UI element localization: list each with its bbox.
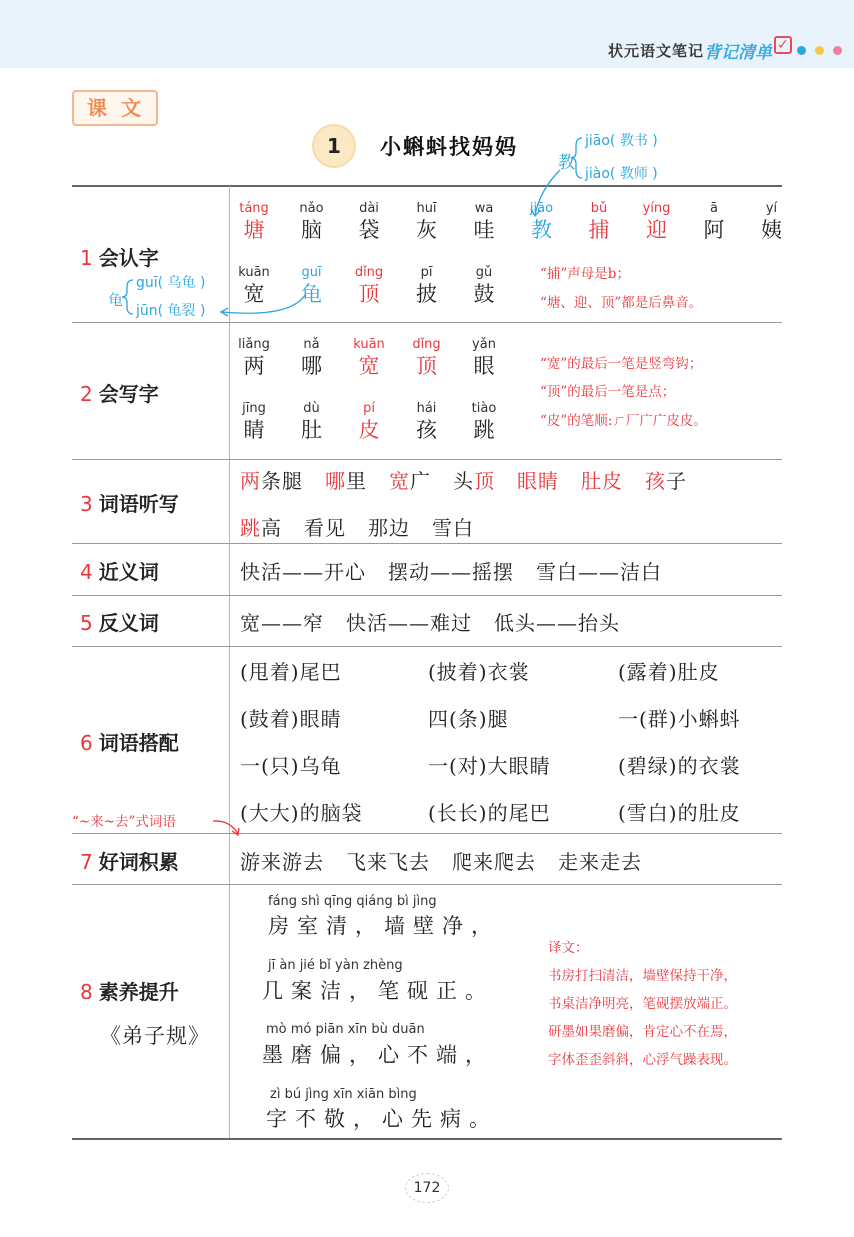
poem-line-2: 几案洁，笔砚正。 (262, 979, 494, 1003)
poem-pinyin-2: jī àn jié bǐ yàn zhèng (268, 958, 403, 973)
poem-line-3: 墨磨偏，心不端， (262, 1043, 494, 1067)
hanzi: 迎 (646, 218, 667, 242)
poem-line-4: 字不敬，心先病。 (266, 1107, 498, 1131)
hanzi: 两 (243, 354, 265, 378)
collocation-4-2: (长长)的尾巴 (428, 801, 551, 825)
hanzi: 脑 (301, 218, 322, 242)
check-icon: ✓ (774, 36, 792, 54)
pinyin: pí (363, 401, 375, 416)
collocation-1-1: (甩着)尾巴 (240, 660, 342, 684)
row1-note-1: “捕”声母是b； (540, 266, 630, 282)
polyphone-gui-reading-1: guī( 乌龟 ) (136, 275, 206, 291)
pinyin: hái (416, 401, 437, 416)
row-label-4: 4 近义词 (80, 560, 159, 584)
collocation-1-2: (披着)衣裳 (428, 660, 530, 684)
row-label-5: 5 反义词 (80, 611, 159, 635)
row1-note-2: “塘、迎、顶”都是后鼻音。 (540, 295, 703, 311)
hanzi: 皮 (358, 418, 380, 442)
collocation-4-1: (大大)的脑袋 (240, 801, 363, 825)
polyphone-gui-char: 龟 (108, 291, 124, 309)
hanzi: 哇 (473, 218, 495, 242)
row5-content: 宽——窄 快活——难过 低头——抬头 (240, 611, 620, 635)
pinyin: pī (420, 265, 433, 280)
arrow-note-head-icon (232, 828, 239, 835)
collocation-3-2: 一(对)大眼睛 (428, 754, 551, 778)
pinyin: tiào (471, 401, 497, 416)
row-label-6: 6 词语搭配 (80, 731, 179, 755)
hanzi: 龟 (301, 282, 322, 306)
row-label-8: 8 素养提升 (80, 980, 179, 1004)
pinyin: jīng (242, 401, 266, 416)
polyphone-jiao-reading-2: jiào( 教师 ) (585, 166, 658, 182)
hanzi: 姨 (761, 218, 782, 242)
pinyin: huī (416, 201, 437, 216)
row8-sublabel: 《弟子规》 (100, 1024, 210, 1048)
pinyin: gǔ (475, 265, 493, 280)
pinyin: liǎng (238, 337, 270, 352)
row-label-2: 2 会写字 (80, 382, 159, 406)
pinyin: yǎn (472, 337, 496, 352)
hanzi: 睛 (243, 418, 265, 442)
pinyin: kuān (238, 265, 270, 280)
row-label-7: 7 好词积累 (80, 850, 179, 874)
pinyin: dǐng (354, 265, 384, 280)
hanzi: 教 (531, 218, 552, 242)
pinyin: jiāo (529, 201, 554, 216)
hanzi: 肚 (301, 418, 322, 442)
collocation-2-1: (鼓着)眼睛 (240, 707, 342, 731)
arrow-gui-icon (222, 295, 305, 313)
hanzi: 披 (416, 282, 437, 306)
lesson-number: 1 (312, 124, 356, 168)
poem-line-1: 房室清，墙壁净， (268, 914, 500, 938)
page-number: 172 (405, 1173, 449, 1203)
translation-line-1: 书房打扫清洁，墙壁保持干净， (548, 968, 737, 984)
translation-line-2: 书桌洁净明亮，笔砚摆放端正。 (548, 996, 737, 1012)
hanzi: 顶 (416, 354, 437, 378)
poem-pinyin-1: fáng shì qīng qiáng bì jìng (268, 894, 437, 909)
row2-note-1: “宽”的最后一笔是竖弯钩； (540, 356, 703, 372)
hanzi: 捕 (588, 218, 610, 242)
pinyin: nǎo (299, 201, 324, 216)
brand-name: 状元语文笔记 (607, 42, 704, 60)
pinyin: wa (474, 201, 494, 216)
pinyin: ā (710, 201, 718, 216)
lesson-title: 小蝌蚪找妈妈 (380, 135, 518, 159)
collocation-3-3: (碧绿)的衣裳 (618, 754, 741, 778)
collocation-1-3: (露着)肚皮 (618, 660, 720, 684)
hanzi: 鼓 (473, 282, 495, 306)
row4-content: 快活——开心 摆动——摇摆 雪白——洁白 (240, 560, 662, 584)
translation-title: 译文： (548, 940, 589, 956)
polyphone-gui-reading-2: jūn( 龟裂 ) (136, 303, 206, 319)
brand-subtitle: 背记清单 (704, 43, 772, 63)
pinyin: bǔ (590, 201, 608, 216)
row7-note: “~来~去”式词语 (72, 814, 176, 830)
pinyin: dǐng (412, 337, 441, 352)
pinyin: nǎ (303, 337, 320, 352)
pinyin: guī (301, 265, 322, 280)
brace-jiao-icon (571, 138, 582, 178)
pinyin: dài (359, 201, 379, 216)
hanzi: 塘 (243, 218, 265, 242)
pinyin: táng (239, 201, 269, 216)
hanzi: 宽 (358, 354, 380, 378)
polyphone-jiao-char: 教 (558, 153, 575, 173)
hanzi: 哪 (301, 354, 322, 378)
hanzi: 宽 (243, 282, 265, 306)
polyphone-jiao-reading-1: jiāo( 教书 ) (585, 133, 658, 149)
arrow-jiao-icon (535, 170, 560, 215)
collocation-2-3: 一(群)小蝌蚪 (618, 707, 741, 731)
section-tag: 课文 (72, 90, 158, 126)
row7-content: 游来游去 飞来飞去 爬来爬去 走来走去 (240, 850, 642, 874)
poem-pinyin-4: zì bú jìng xīn xiān bìng (270, 1087, 417, 1102)
hanzi: 孩 (416, 418, 437, 442)
hanzi: 阿 (703, 218, 725, 242)
pinyin: dù (303, 401, 320, 416)
brace-gui-icon (122, 280, 133, 314)
hanzi: 袋 (358, 218, 380, 242)
row2-note-3: “皮”的笔顺:ㄏ厂广广皮皮。 (540, 413, 707, 429)
translation-line-4: 字体歪歪斜斜，心浮气躁表现。 (548, 1052, 737, 1068)
translation-line-3: 研墨如果磨偏，肯定心不在焉， (548, 1024, 737, 1040)
row3-line1: 两条腿 哪里 宽广 头顶 眼睛 肚皮 孩子 (240, 469, 687, 493)
row-label-3: 3 词语听写 (80, 492, 179, 516)
row2-note-2: “顶”的最后一笔是点； (540, 384, 676, 400)
hanzi: 跳 (473, 418, 495, 442)
pinyin: yí (765, 201, 778, 216)
poem-pinyin-3: mò mó piān xīn bù duān (266, 1022, 425, 1037)
row3-line2: 跳高 看见 那边 雪白 (240, 516, 474, 540)
hanzi: 灰 (416, 218, 437, 242)
pinyin: yíng (642, 201, 671, 216)
collocation-2-2: 四(条)腿 (428, 707, 509, 731)
collocation-3-1: 一(只)乌龟 (240, 754, 342, 778)
hanzi: 顶 (358, 282, 380, 306)
row-label-1: 1 会认字 (80, 246, 159, 270)
pinyin: kuān (353, 337, 385, 352)
hanzi: 眼 (473, 354, 495, 378)
collocation-4-3: (雪白)的肚皮 (618, 801, 741, 825)
